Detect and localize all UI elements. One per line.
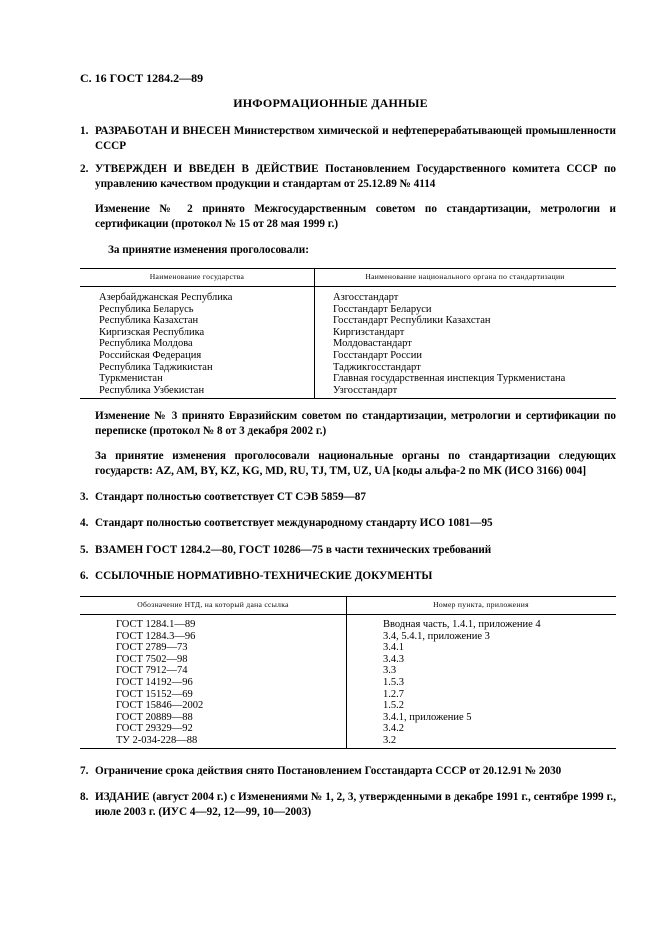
table1-col1-header: Наименование государства [149,272,245,281]
table1-top-rule [80,268,616,269]
item-8 [80,790,616,819]
table2-bottom-rule [80,748,616,749]
item-number: 2. [80,163,89,175]
table2-top-rule [80,596,616,597]
table-cell: 3.4, 5.4.1, приложение 3 [383,630,490,642]
table-cell: 3.4.3 [383,653,404,665]
table1-header-rule [80,286,616,287]
table1-bodies [333,292,565,396]
table1-column-divider [314,286,315,398]
table2-column-divider [346,614,347,748]
table-cell: ГОСТ 2789—73 [116,642,188,654]
table1-header-divider [314,268,315,286]
table-cell: Киргизстандарт [333,326,405,338]
table-cell: Республика Казахстан [99,315,199,327]
item-2 [80,162,616,191]
table-cell: 1.2.7 [383,688,404,700]
item-number: 6. [80,570,89,582]
table-cell: ГОСТ 15846—2002 [116,700,204,712]
table2-header-divider [346,596,347,614]
table-cell: ГОСТ 7502—98 [116,653,188,665]
table-cell: Госстандарт России [333,349,422,361]
voted-label: За принятие изменения проголосовали: [108,244,309,256]
item-1 [80,124,616,153]
item-text: РАЗРАБОТАН И ВНЕСЕН Министерством химической и нефтеперерабатывающей промышленности СССР [95,125,616,152]
item-7 [80,764,616,779]
item-text: Ограничение срока действия снято Постановлением Госстандарта СССР от 20.12.91 № 2030 [95,765,562,777]
item-text: Стандарт полностью соответствует СТ СЭВ 5859—87 [95,491,366,503]
table-cell: Республика Узбекистан [99,384,205,396]
section-title: ИНФОРМАЦИОННЫЕ ДАННЫЕ [233,96,428,110]
table-cell: Вводная часть, 1.4.1, приложение 4 [383,619,541,630]
page-header: С. 16 ГОСТ 1284.2—89 [80,71,204,85]
table-cell: Госстандарт Республики Казахстан [333,315,491,327]
table-cell: ГОСТ 1284.3—96 [116,630,196,642]
item-text: Стандарт полностью соответствует международному стандарту ИСО 1081—95 [95,517,493,529]
table-cell: Азгосстандарт [333,292,399,303]
table-cell: Госстандарт Беларуси [333,303,432,315]
table1-col2-header: Наименование национального органа по стандартизации [365,272,565,281]
table-cell: Азербайджанская Республика [99,292,233,303]
table-cell: Главная государственная инспекция Туркменистана [333,373,566,385]
table1-states [99,292,232,396]
table1-bottom-rule [80,398,616,399]
item-text: УТВЕРЖДЕН И ВВЕДЕН В ДЕЙСТВИЕ Постановлением Государственного комитета СССР по управлению качеством продукции и стандартам от 25.12.89 № 4114 [95,163,616,190]
table2-docs [116,619,203,747]
change-2-note: Изменение № 2 принято Межгосударственным советом по стандартизации, метрологии и сертификации (протокол № 15 от 28 мая 1999 г.) [95,203,616,230]
item-3 [80,490,616,505]
item-5 [80,543,616,558]
item-number: 8. [80,791,89,803]
table-cell: 3.2 [383,734,397,746]
item-number: 1. [80,125,89,137]
table-cell: Республика Молдова [99,338,193,350]
table-cell: ГОСТ 1284.1—89 [116,619,196,630]
table-cell: Российская Федерация [99,349,202,361]
table-cell: Туркменистан [99,373,163,385]
table-cell: 1.5.2 [383,700,404,712]
table-cell: Республика Таджикистан [99,361,213,373]
table-cell: ГОСТ 20889—88 [116,711,193,723]
table-cell: Киргизская Республика [99,326,205,338]
table-cell: ГОСТ 7912—74 [116,665,188,677]
table-cell: ГОСТ 29329—92 [116,723,193,735]
item-number: 7. [80,765,89,777]
table-cell: 3.3 [383,665,397,677]
item-text: ИЗДАНИЕ (август 2004 г.) с Изменениями № 1, 2, 3, утвержденными в декабре 1991 г., сентябре 1999 г., июле 2003 г. (ИУС 4—92, 12—99, 10—2003) [95,791,616,818]
item-number: 5. [80,544,89,556]
table-cell: ГОСТ 14192—96 [116,676,193,688]
table2-col1-header: Обозначение НТД, на который дана ссылка [137,600,289,609]
item-number: 4. [80,517,89,529]
table-cell: ТУ 2-034-228—88 [116,734,198,746]
item-text: ССЫЛОЧНЫЕ НОРМАТИВНО-ТЕХНИЧЕСКИЕ ДОКУМЕНТЫ [95,570,433,582]
item-number: 3. [80,491,89,503]
item-4 [80,516,616,531]
table-cell: ГОСТ 15152—69 [116,688,193,700]
change-3-note: Изменение № 3 принято Евразийским советом по стандартизации, метрологии и сертификации по переписке (протокол № 8 от 3 декабря 2002 г.) [95,410,616,437]
item-6 [80,569,616,584]
table-cell: 3.4.1, приложение 5 [383,711,472,723]
table2-header-rule [80,614,616,615]
table-cell: Таджикгосстандарт [333,361,421,373]
change-3-voted: За принятие изменения проголосовали национальные органы по стандартизации следующих государств: AZ, AM, BY, KZ, KG, MD, RU, TJ, TM, UZ, UA [коды альфа-2 по МК (ИСО 3166) 004] [95,450,616,477]
table2-col2-header: Номер пункта, приложения [433,600,529,609]
table-cell: Узгосстандарт [333,384,398,396]
table-cell: Молдовастандарт [333,338,412,350]
table2-refs [383,619,541,747]
table-cell: 3.4.1 [383,642,404,654]
table-cell: Республика Беларусь [99,303,194,315]
item-text: ВЗАМЕН ГОСТ 1284.2—80, ГОСТ 10286—75 в части технических требований [95,544,492,556]
table-cell: 3.4.2 [383,723,404,735]
table-cell: 1.5.3 [383,676,404,688]
